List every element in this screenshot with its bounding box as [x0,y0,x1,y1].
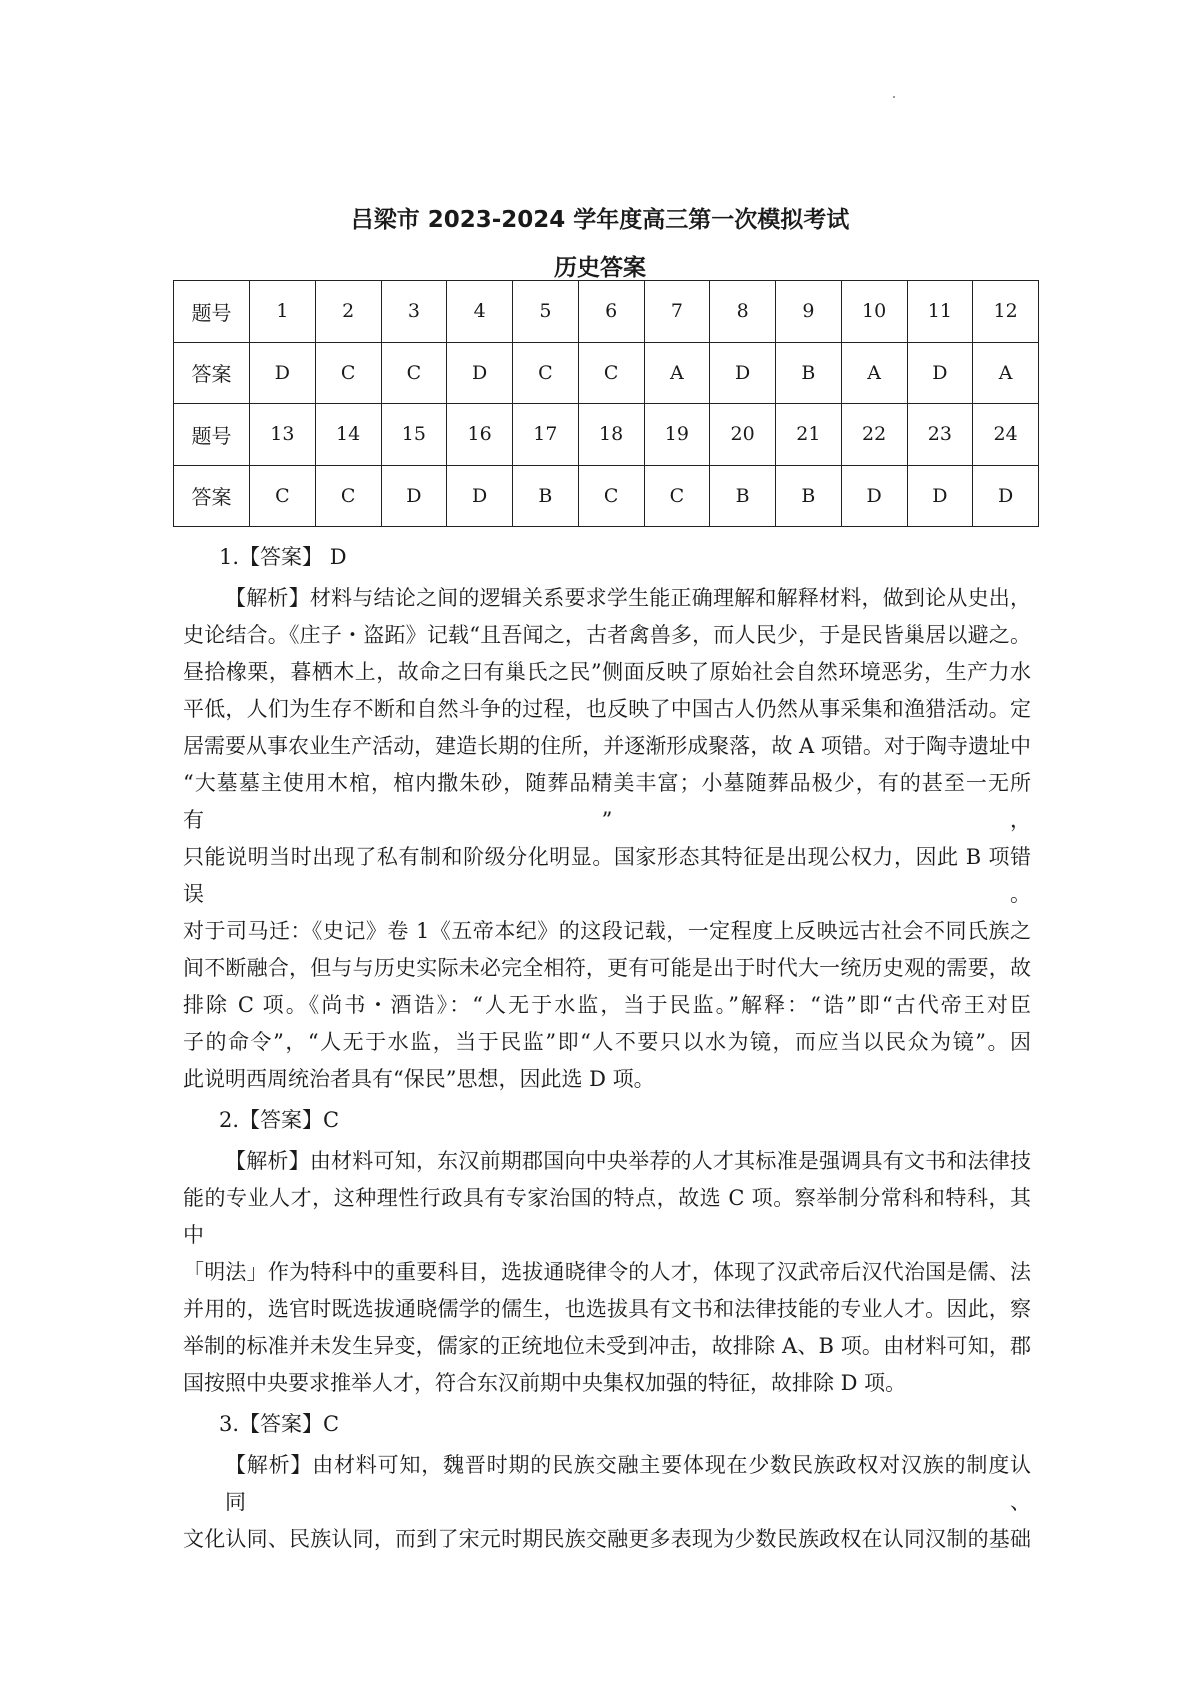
cell-answer: A [841,342,907,404]
table-row-numbers-2 [174,404,1039,466]
q2-explanation [183,1143,1031,1402]
cell-number: 11 [907,281,973,343]
cell-number: 21 [776,404,842,466]
cell-number: 6 [578,281,644,343]
cell-number: 9 [776,281,842,343]
cell-number: 22 [841,404,907,466]
cell-answer: C [315,465,381,527]
cell-number: 18 [578,404,644,466]
cell-answer: C [644,465,710,527]
page-subtitle: 历史答案 [554,255,646,281]
cell-answer: A [973,342,1039,404]
cell-number: 10 [841,281,907,343]
text-line: 【解析】由材料可知，魏晋时期的民族交融主要体现在少数民族政权对汉族的制度认同、 [225,1453,1031,1514]
cell-answer: D [710,342,776,404]
q2-answer-heading: 2.【答案】C [219,1108,340,1132]
cell-number: 16 [447,404,513,466]
cell-number: 7 [644,281,710,343]
cell-number: 17 [513,404,579,466]
cell-answer: C [578,342,644,404]
cell-answer: D [381,465,447,527]
text-line: 间不断融合，但与与历史实际未必完全相符，更有可能是出于时代大一统历史观的需要，故 [183,956,1031,980]
cell-number: 20 [710,404,776,466]
row-label-number: 题号 [174,404,250,466]
cell-answer: D [447,342,513,404]
cell-answer: D [907,465,973,527]
text-line: 居需要从事农业生产活动，建造长期的住所，并逐渐形成聚落，故 A 项错。对于陶寺遗址中 [183,734,1031,758]
cell-number: 3 [381,281,447,343]
text-line: 国按照中央要求推举人才，符合东汉前期中央集权加强的特征，故排除 D 项。 [183,1371,907,1395]
text-line: 文化认同、民族认同，而到了宋元时期民族交融更多表现为少数民族政权在认同汉制的基础 [183,1527,1031,1551]
text-line: “大墓墓主使用木棺，棺内撒朱砂，随葬品精美丰富；小墓随葬品极少，有的甚至一无所有”， [183,771,1031,832]
text-line: 【解析】由材料可知，东汉前期郡国向中央举荐的人才其标准是强调具有文书和法律技 [225,1149,1031,1173]
table-row-numbers-1 [174,281,1039,343]
scan-speck [893,96,895,98]
cell-answer: B [513,465,579,527]
text-line: 排除 C 项。《尚书・酒诰》：“人无于水监，当于民监。”解释：“诰”即“古代帝王对臣 [183,993,1031,1017]
row-label-answer: 答案 [174,342,250,404]
cell-answer: C [381,342,447,404]
text-line: 对于司马迁：《史记》卷 1《五帝本纪》的这段记载，一定程度上反映远古社会不同氏族之 [183,919,1031,943]
text-line: 昼拾橡栗，暮栖木上，故命之曰有巢氏之民”侧面反映了原始社会自然环境恶劣，生产力水 [183,660,1031,684]
cell-answer: D [907,342,973,404]
cell-answer: B [776,342,842,404]
cell-number: 23 [907,404,973,466]
cell-answer: C [513,342,579,404]
cell-number: 4 [447,281,513,343]
row-label-answer: 答案 [174,465,250,527]
cell-number: 15 [381,404,447,466]
page-title: 吕梁市 2023-2024 学年度高三第一次模拟考试 [350,207,850,233]
cell-answer: A [644,342,710,404]
cell-answer: D [841,465,907,527]
cell-answer: B [776,465,842,527]
text-line: 只能说明当时出现了私有制和阶级分化明显。国家形态其特征是出现公权力，因此 B 项错误。 [183,845,1031,906]
row-label-number: 题号 [174,281,250,343]
cell-answer: D [250,342,316,404]
text-line: 举制的标准并未发生异变，儒家的正统地位未受到冲击，故排除 A、B 项。由材料可知，郡 [183,1334,1031,1358]
cell-answer: C [315,342,381,404]
cell-answer: D [973,465,1039,527]
text-line: 平低，人们为生存不断和自然斗争的过程，也反映了中国古人仍然从事采集和渔猎活动。定 [183,697,1031,721]
cell-number: 14 [315,404,381,466]
answer-explanations [183,535,1031,1558]
cell-answer: C [250,465,316,527]
text-line: 子的命令”，“人无于水监，当于民监”即“人不要只以水为镜，而应当以民众为镜”。因 [183,1030,1031,1054]
answer-table [173,280,1039,527]
text-line: 史论结合。《庄子・盗跖》记载“且吾闻之，古者禽兽多，而人民少，于是民皆巢居以避之。 [183,623,1031,647]
text-line: 并用的，选官时既选拔通晓儒学的儒生，也选拔具有文书和法律技能的专业人才。因此，察 [183,1297,1031,1321]
cell-answer: C [578,465,644,527]
text-line: 此说明西周统治者具有“保民”思想，因此选 D 项。 [183,1067,655,1091]
cell-number: 8 [710,281,776,343]
q3-answer-heading: 3.【答案】C [219,1412,340,1436]
table-row-answers-1 [174,342,1039,404]
text-line: 「明法」作为特科中的重要科目，选拔通晓律令的人才，体现了汉武帝后汉代治国是儒、法 [183,1260,1031,1284]
cell-number: 24 [973,404,1039,466]
cell-number: 13 [250,404,316,466]
text-line: 【解析】材料与结论之间的逻辑关系要求学生能正确理解和解释材料，做到论从史出， [225,586,1031,610]
cell-number: 1 [250,281,316,343]
cell-answer: D [447,465,513,527]
cell-number: 12 [973,281,1039,343]
cell-number: 5 [513,281,579,343]
q3-explanation [183,1447,1031,1558]
q1-explanation [183,580,1031,1098]
q1-answer-heading: 1.【答案】 D [219,545,347,569]
cell-number: 2 [315,281,381,343]
text-line: 能的专业人才，这种理性行政具有专家治国的特点，故选 C 项。察举制分常科和特科，其中 [183,1186,1031,1247]
table-row-answers-2 [174,465,1039,527]
cell-answer: B [710,465,776,527]
cell-number: 19 [644,404,710,466]
